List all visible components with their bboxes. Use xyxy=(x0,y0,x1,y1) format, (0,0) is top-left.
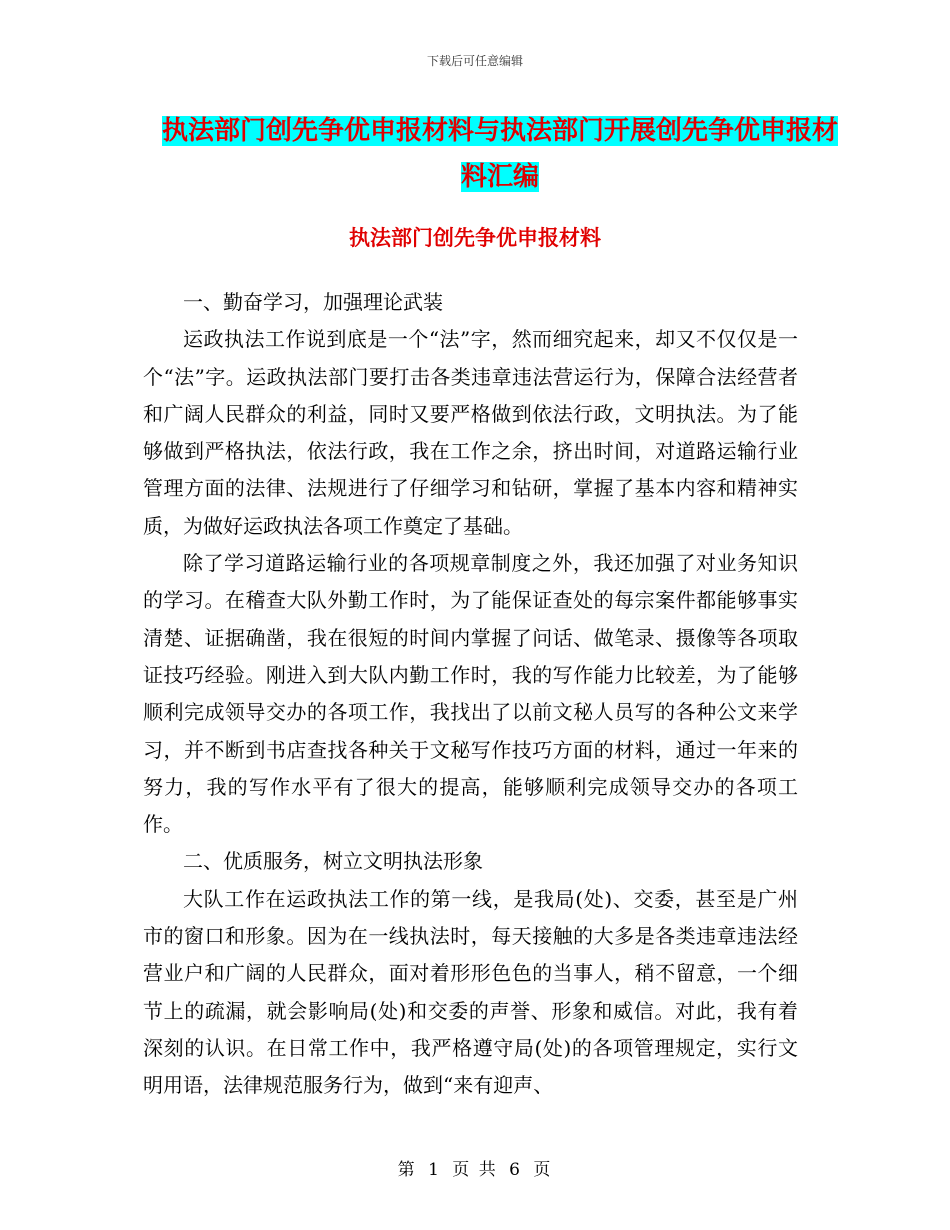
page-label-mid: 页 共 xyxy=(452,1160,498,1180)
document-body xyxy=(143,284,798,1105)
current-page-number: 1 xyxy=(428,1160,441,1180)
page-footer xyxy=(0,1155,950,1180)
document-title xyxy=(150,108,850,200)
page-label-suffix: 页 xyxy=(533,1160,553,1180)
paragraph: 大队工作在运政执法工作的第一线，是我局(处)、交委，甚至是广州市的窗口和形象。因为在一线执法时，每天接触的大多是各类违章违法经营业户和广阔的人民群众，面对着形形色色的当事人，稍不留意，一个细节上的疏漏，就会影响局(处)和交委的声誉、形象和威信。对此，我有着深刻的认识。在日常工作中，我严格遵守局(处)的各项管理规定，实行文明用语，法律规范服务行为，做到“来有迎声、 xyxy=(143,886,798,1098)
total-pages-number: 6 xyxy=(509,1160,522,1180)
paragraph: 运政执法工作说到底是一个“法”字，然而细究起来，却又不仅仅是一个“法”字。运政执法部门要打击各类违章违法营运行为，保障合法经营者和广阔人民群众的利益，同时又要严格做到依法行政，文明执法。为了能够做到严格执法，依法行政，我在工作之余，挤出时间，对道路运输行业管理方面的法律、法规进行了仔细学习和钻研，掌握了基本内容和精神实质，为做好运政执法各项工作奠定了基础。 xyxy=(143,327,798,538)
document-title-text: 执法部门创先争优申报材料与执法部门开展创先争优申报材料汇编 xyxy=(161,116,838,192)
section-title: 执法部门创先争优申报材料 xyxy=(349,226,601,250)
page-label-prefix: 第 xyxy=(397,1160,417,1180)
page-header-note: 下载后可任意编辑 xyxy=(426,54,523,68)
section-heading-2: 二、优质服务，树立文明执法形象 xyxy=(183,849,483,874)
paragraph: 除了学习道路运输行业的各项规章制度之外，我还加强了对业务知识的学习。在稽查大队外勤工作时，为了能保证查处的每宗案件都能够事实清楚、证据确凿，我在很短的时间内掌握了问话、做笔录、摄像等各项取证技巧经验。刚进入到大队内勤工作时，我的写作能力比较差，为了能够顺利完成领导交办的各项工作，我找出了以前文秘人员写的各种公文来学习，并不断到书店查找各种关于文秘写作技巧方面的材料，通过一年来的努力，我的写作水平有了很大的提高，能够顺利完成领导交办的各项工作。 xyxy=(143,551,798,837)
section-heading-1: 一、勤奋学习，加强理论武装 xyxy=(183,290,443,314)
